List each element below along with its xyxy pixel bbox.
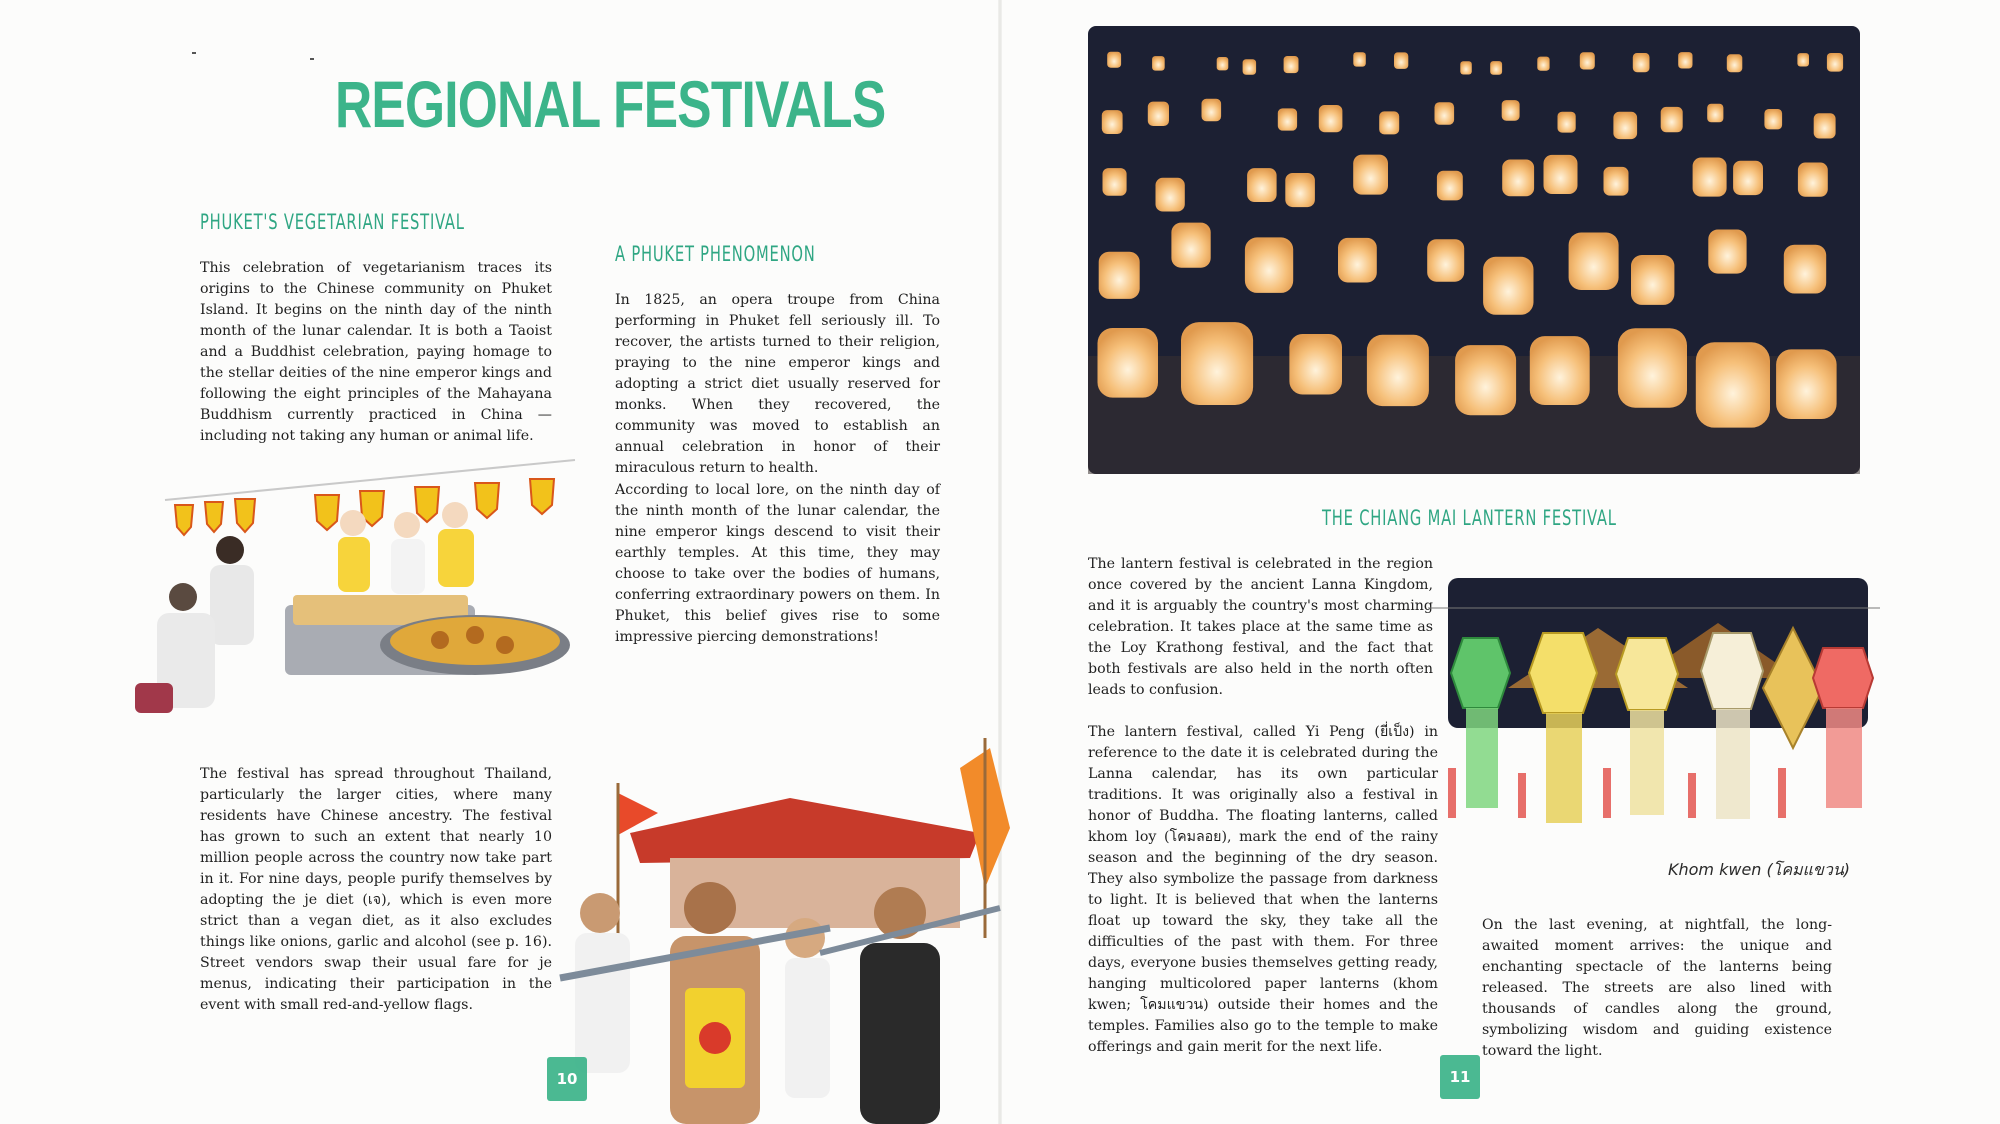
sky-lantern [1633,53,1650,72]
vendor-stall-illustration [135,455,605,730]
sky-lantern [1278,108,1297,130]
sky-lantern [1502,160,1534,197]
sky-lantern [1604,167,1629,196]
sky-lantern [1148,102,1169,126]
sky-lantern [1367,335,1429,406]
hanging-lanterns-illustration [1428,568,1880,864]
sky-lantern [1152,56,1165,71]
sky-lantern [1243,59,1257,74]
sky-lantern [1727,54,1743,72]
sky-lanterns-art [1088,26,1860,474]
sky-lantern [1353,52,1366,66]
sky-lantern [1171,223,1210,268]
sky-lantern [1338,238,1377,283]
sky-lantern [1776,349,1837,419]
sky-lantern [1427,239,1464,282]
page-number-left: 10 [547,1057,587,1101]
piercing-procession-illustration [540,738,1015,1124]
lantern-caption: Khom kwen (โคมแขวน) [1668,860,1851,879]
phuket-phenomenon-heading: A PHUKET PHENOMENON [615,242,816,266]
sky-lantern [1103,168,1127,196]
lantern-festival-heading: THE CHIANG MAI LANTERN FESTIVAL [1322,506,1617,530]
sky-lantern [1156,178,1185,212]
sky-lantern [1764,109,1782,129]
phenomenon-paragraph-1: In 1825, an opera troupe from China performing in Phuket fell seriously ill. To recover, the artists turned to their religion, praying to the nine emperor kings and adopting a strict diet usually reserved for monks. When they recovered, the community was moved to establish an annual celebration in honor of their miraculous return to health. [615,292,940,476]
print-mark [310,58,314,60]
page-title: REGIONAL FESTIVALS [335,67,886,141]
sky-lantern [1558,112,1576,133]
lantern-paragraph-3: On the last evening, at nightfall, the long-awaited moment arrives: the unique and enchanting spectacle of the lanterns being released. The streets are also lined with thousands of candles along the ground, symbolizing wisdom and guiding existence toward the light. [1482,917,1832,1059]
sky-lantern [1827,53,1843,72]
vegetarian-paragraph-1: This celebration of vegetarianism traces its origins to the Chinese community on Phuket Island. It begins on the ninth day of the ninth month of the lunar calendar. It is both a Taoist and a Buddhist celebration, paying homage to the stellar deities of the nine emperor kings and following the eight principles of the Mahayana Buddhism currently practiced in China — including not taking any human or animal life. [200,260,552,444]
sky-lantern [1544,155,1578,194]
sky-lantern [1202,99,1222,122]
page-number-right: 11 [1440,1055,1480,1099]
sky-lantern [1284,56,1299,73]
sky-lantern [1247,168,1277,202]
sky-lantern [1693,158,1727,197]
sky-lantern [1289,334,1342,395]
sky-lantern [1460,61,1472,74]
sky-lantern [1502,100,1520,121]
sky-lantern [1707,104,1723,123]
sky-lantern [1696,342,1770,427]
vegetarian-festival-heading: PHUKET'S VEGETARIAN FESTIVAL [200,210,465,234]
sky-lantern [1613,112,1637,139]
sky-lantern [1319,105,1343,132]
sky-lantern [1784,245,1826,294]
sky-lanterns-illustration [1088,26,1860,474]
print-mark [192,52,196,54]
sky-lantern [1181,322,1253,405]
sky-lantern [1798,163,1828,197]
sky-lantern [1530,336,1590,405]
lantern-paragraph-2: The lantern festival, called Yi Peng (ยี่เป็ง) in reference to the date it is celebrated during the Lanna calendar, has its own particular traditions. It was originally also a festival in honor of Buddha. The floating lanterns, called khom loy (โคมลอย), mark the end of the rainy season and the beginning of the dry season. They also symbolize the passage from darkness to light. It is believed that when the lanterns float up toward the sky, they take all the difficulties of the past with them. For three days, everyone busies themselves getting ready, hanging multicolored paper lanterns (khom kwen; โคมแขวน) outside their homes and the temples. Families also go to the temple to make offerings and gain merit for the next life. [1088,724,1438,1055]
vendor-stall-art [135,455,605,730]
sky-lantern [1353,155,1388,195]
sky-lantern [1285,173,1315,207]
sky-lantern [1435,102,1455,125]
sky-lantern [1437,171,1463,201]
sky-lantern [1394,52,1408,69]
sky-lantern [1797,53,1809,66]
sky-lantern [1814,113,1836,138]
sky-lantern [1569,233,1619,291]
lantern-paragraph-1: The lantern festival is celebrated in the region once covered by the ancient Lanna Kingdom, and it is arguably the country's most charming celebration. It takes place at the same time as the Loy Krathong festival, and the fact that both festivals are also held in the north often leads to confusion. [1088,556,1433,698]
sky-lantern [1102,110,1123,134]
sky-lantern [1455,345,1516,415]
sky-lantern [1483,257,1533,315]
sky-lantern [1099,252,1140,299]
sky-lantern [1098,328,1159,398]
sky-lantern [1580,52,1595,69]
sky-lantern [1245,237,1293,293]
procession-art [540,738,1015,1124]
sky-lantern [1537,57,1549,71]
sky-lantern [1733,161,1763,195]
sky-lantern [1631,255,1674,305]
sky-lantern [1661,107,1683,132]
sky-lantern [1107,52,1121,68]
sky-lantern [1490,61,1502,75]
sky-lantern [1618,328,1687,408]
sky-lantern [1379,111,1399,134]
phenomenon-paragraph-2: According to local lore, on the ninth day of the ninth month of the lunar calendar, the nine emperor kings descend to visit their earthly temples. At this time, they may choose to take over the bodies of humans, conferring extraordinary powers on them. In Phuket, this belief gives rise to some impressive piercing demonstrations! [615,482,940,645]
sky-lantern [1678,52,1692,68]
hanging-lanterns-art [1428,568,1880,864]
vegetarian-paragraph-2: The festival has spread throughout Thailand, particularly the larger cities, where many residents have Chinese ancestry. The festival has grown to such an extent that nearly 10 million people across the country now take part in it. For nine days, people purify themselves by adopting the je diet (เจ), which is even more strict than a vegan diet, as it also excludes things like onions, garlic and alcohol (see p. 16). Street vendors swap their usual fare for je menus, indicating their participation in the event with small red-and-yellow flags. [200,766,552,1013]
sky-lantern [1217,57,1229,70]
sky-lantern [1708,230,1746,274]
